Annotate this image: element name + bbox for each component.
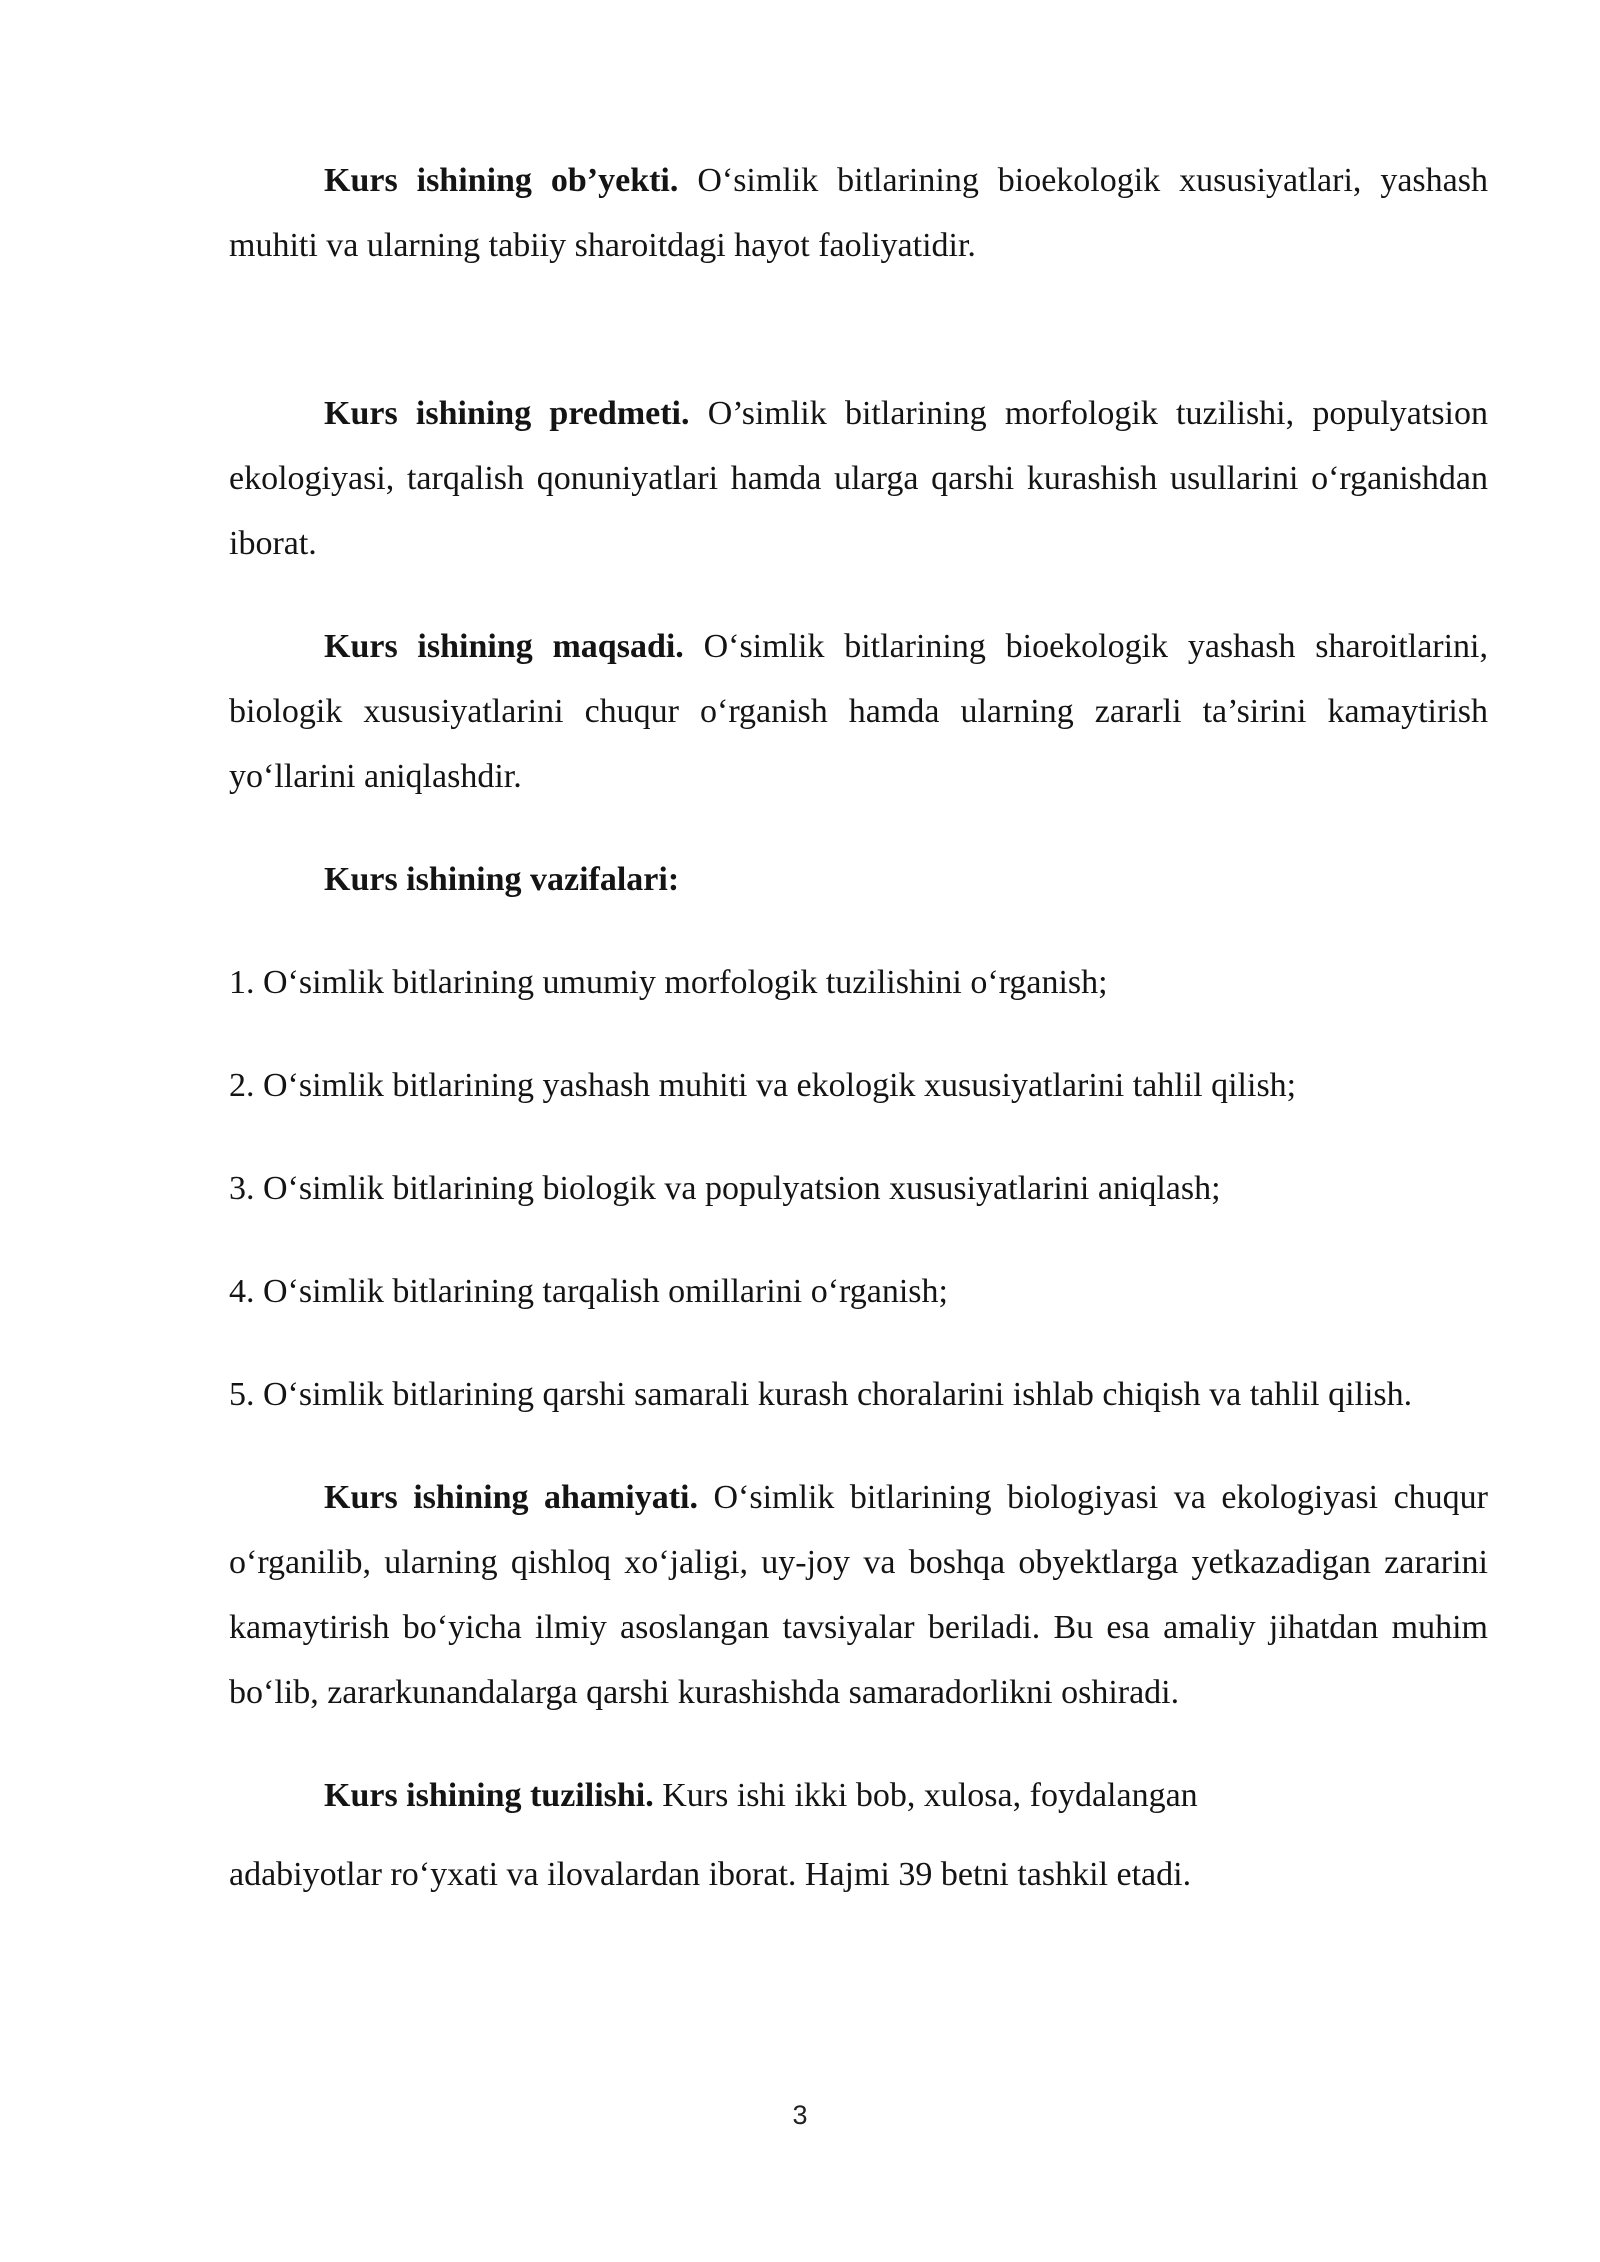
- importance-paragraph: [229, 1465, 1488, 1725]
- subject-heading: Kurs ishining predmeti.: [324, 395, 690, 432]
- structure-text-continued: adabiyotlar ro‘yxati va ilovalardan iborat. Hajmi 39 betni tashkil etadi.: [229, 1856, 1192, 1893]
- tasks-list: [229, 950, 1488, 1427]
- list-item: 2. O‘simlik bitlarining yashash muhiti va ekologik xususiyatlarini tahlil qilish;: [229, 1067, 1297, 1104]
- list-item: 3. O‘simlik bitlarining biologik va populyatsion xususiyatlarini aniqlash;: [229, 1170, 1221, 1207]
- object-paragraph: [229, 148, 1488, 278]
- goal-paragraph: [229, 614, 1488, 809]
- list-item: 4. O‘simlik bitlarining tarqalish omillarini o‘rganish;: [229, 1273, 948, 1310]
- list-item: 5. O‘simlik bitlarining qarshi samarali kurash choralarini ishlab chiqish va tahlil qilish.: [229, 1376, 1413, 1413]
- structure-paragraph: [229, 1763, 1488, 1828]
- object-text: O‘simlik bitlarining bioekologik xususiyatlari, yashash muhiti va ularning tabiiy sharoitdagi hayot faoliyatidir.: [229, 162, 1488, 264]
- goal-text: O‘simlik bitlarining bioekologik yashash sharoitlarini, biologik xususiyatlarini chuqur o‘rganish hamda ularning zararli ta’sirini kamaytirish yo‘llarini aniqlashdir.: [229, 628, 1489, 795]
- importance-heading: Kurs ishining ahamiyati.: [324, 1479, 698, 1516]
- page-number: 3: [792, 2100, 808, 2130]
- tasks-heading: Kurs ishining vazifalari:: [324, 861, 680, 898]
- list-item: 1. O‘simlik bitlarining umumiy morfologik tuzilishini o‘rganish;: [229, 964, 1108, 1001]
- structure-text: Kurs ishi ikki bob, xulosa, foydalangan: [662, 1777, 1198, 1814]
- structure-heading: Kurs ishining tuzilishi.: [324, 1777, 654, 1814]
- importance-text: O‘simlik bitlarining biologiyasi va ekologiyasi chuqur o‘rganilib, ularning qishloq xo‘jaligi, uy-joy va boshqa obyektlarga yetkazadigan zararini kamaytirish bo‘yicha ilmiy asoslangan tavsiyalar beriladi. Bu esa amaliy jihatdan muhim bo‘lib, zararkunandalarga qarshi kurashishda samaradorlikni oshiradi.: [229, 1479, 1489, 1711]
- object-heading: Kurs ishining ob’yekti.: [324, 162, 679, 199]
- page-content: [229, 148, 1488, 1907]
- subject-text: O’simlik bitlarining morfologik tuzilishi, populyatsion ekologiyasi, tarqalish qonuniyatlari hamda ularga qarshi kurashish usullarini o‘rganishdan iborat.: [229, 395, 1489, 562]
- goal-heading: Kurs ishining maqsadi.: [324, 628, 684, 665]
- subject-paragraph: [229, 381, 1488, 576]
